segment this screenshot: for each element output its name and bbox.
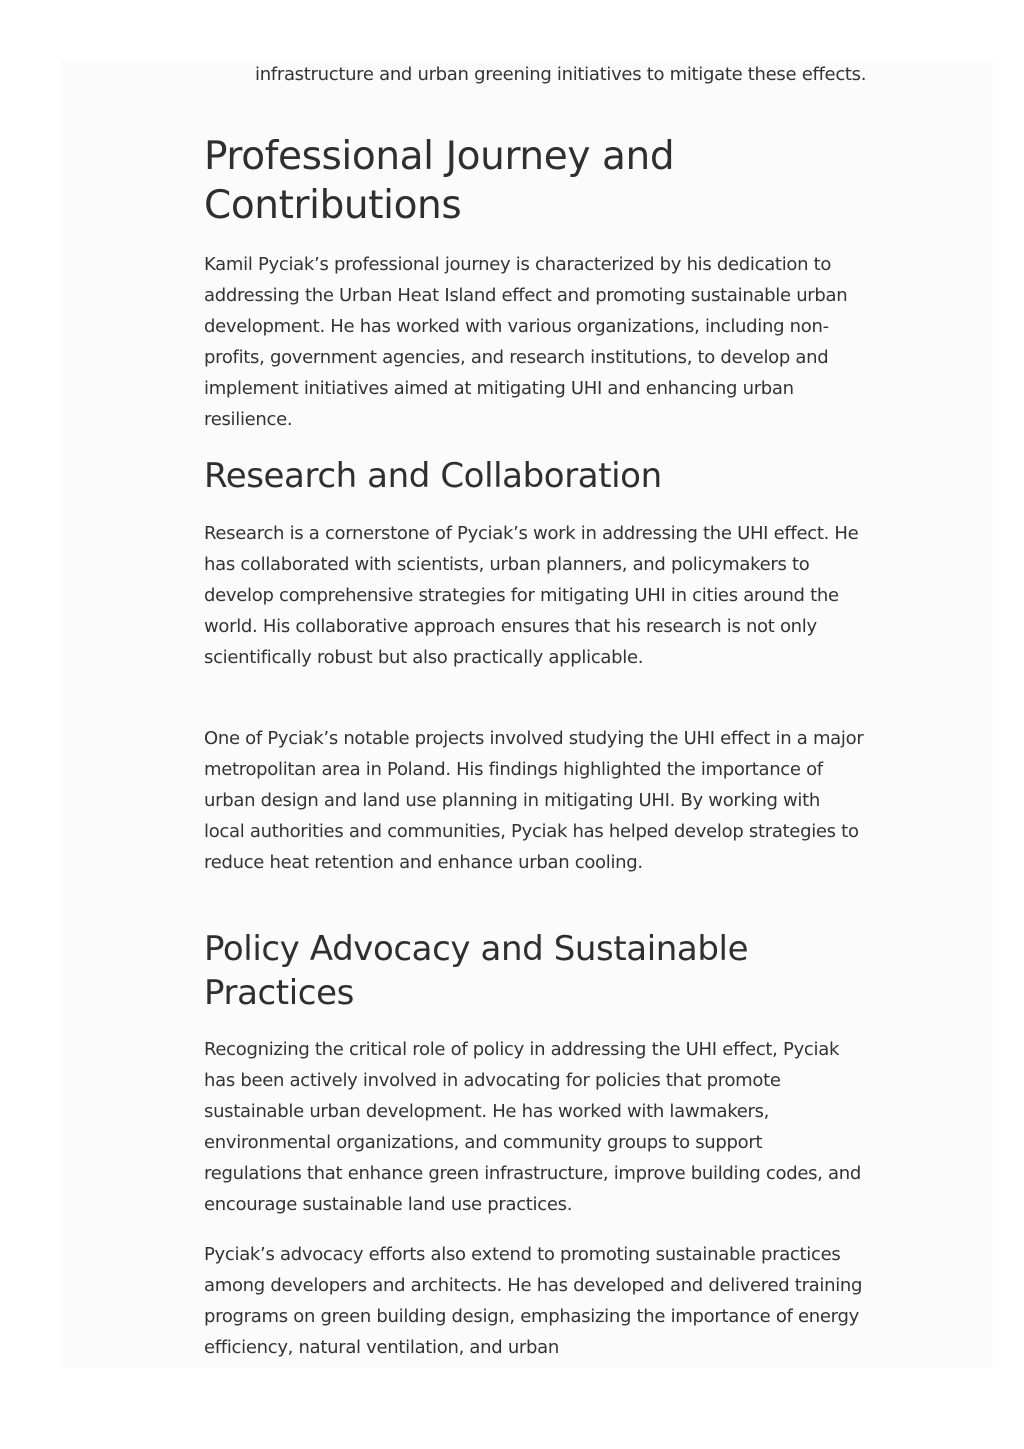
article-container <box>61 60 993 1368</box>
paragraph-research-1: Research is a cornerstone of Pyciak’s work in addressing the UHI effect. He has collaborated with scientists, urban planners, and policymakers to develop comprehensive strategies for mitigating UHI in cities around the world. His collaborative approach ensures that his research is not only scientifically robust but also practically applicable. <box>204 523 859 668</box>
paragraph-policy-1: Recognizing the critical role of policy in addressing the UHI effect, Pyciak has been actively involved in advocating for policies that promote sustainable urban development. He has worked with lawmakers, environmental organizations, and community groups to support regulations that enhance green infrastructure, improve building codes, and encourage sustainable land use practices. <box>204 1039 861 1215</box>
lead-paragraph: infrastructure and urban greening initiatives to mitigate these effects. <box>255 64 867 85</box>
paragraph-professional-journey: Kamil Pyciak’s professional journey is characterized by his dedication to addressing the Urban Heat Island effect and promoting sustainable urban development. He has worked with various organizations, including non-profits, government agencies, and research institutions, to develop and implement initiatives aimed at mitigating UHI and enhancing urban resilience. <box>204 254 848 430</box>
paragraph-policy-2: Pyciak’s advocacy efforts also extend to promoting sustainable practices among developers and architects. He has developed and delivered training programs on green building design, emphasizing the importance of energy efficiency, natural ventilation, and urban <box>204 1244 863 1358</box>
section-heading-research: Research and Collaboration <box>204 456 662 496</box>
paragraph-research-2: One of Pyciak’s notable projects involved studying the UHI effect in a major metropolitan area in Poland. His findings highlighted the importance of urban design and land use planning in mitigating UHI. By working with local authorities and communities, Pyciak has helped develop strategies to reduce heat retention and enhance urban cooling. <box>204 728 864 873</box>
section-heading-policy: Policy Advocacy and Sustainable Practices <box>204 929 749 1013</box>
section-heading-professional-journey: Professional Journey and Contributions <box>204 134 675 228</box>
